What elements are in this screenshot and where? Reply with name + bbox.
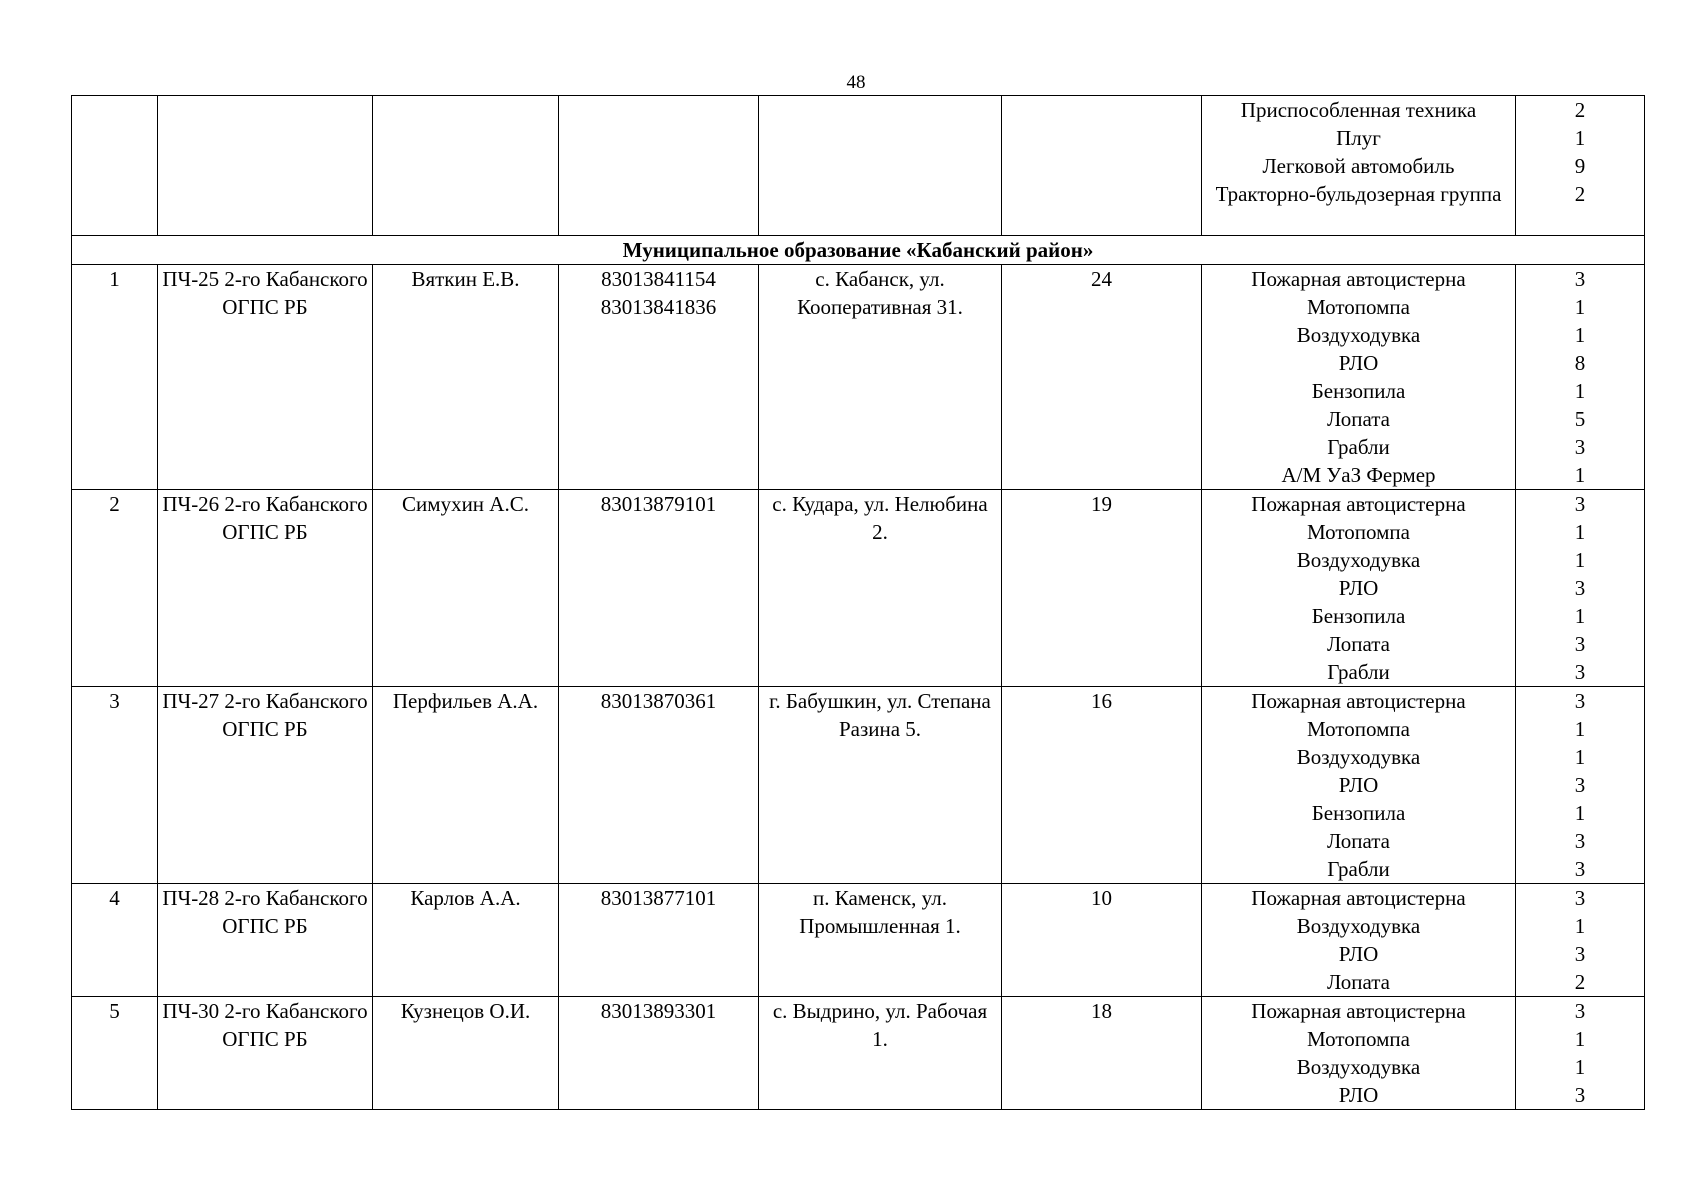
equipment-name: Пожарная автоцистерна: [1251, 999, 1466, 1023]
row-number: 4: [109, 886, 120, 910]
equipment-cell: [1202, 884, 1516, 997]
qty-cell: [1516, 265, 1645, 490]
phone-cell: [559, 687, 759, 884]
equipment-name: Пожарная автоцистерна: [1251, 267, 1466, 291]
equipment-qty: 1: [1574, 717, 1586, 741]
equipment-qty: 3: [1574, 435, 1586, 459]
unit-name: ПЧ-26 2-го Кабанского ОГПС РБ: [162, 492, 368, 544]
equipment-cell: [1202, 490, 1516, 687]
unit-cell: [158, 997, 373, 1110]
address: п. Каменск, ул. Промышленная 1.: [799, 886, 961, 938]
qty-cell: [1516, 687, 1645, 884]
equipment-qty: 1: [1574, 295, 1586, 319]
table-row: [72, 687, 1645, 884]
table-row: [72, 884, 1645, 997]
address: с. Кудара, ул. Нелюбина 2.: [772, 492, 988, 544]
equipment-name: Лопата: [1327, 632, 1390, 656]
phone-cell: [559, 265, 759, 490]
num-cell: [72, 265, 158, 490]
head-name: Перфильев А.А.: [392, 689, 539, 713]
row-number: 3: [109, 689, 120, 713]
unit-cell: [158, 884, 373, 997]
table-row: [72, 997, 1645, 1110]
table-row: [72, 265, 1645, 490]
qty-cell: [1516, 96, 1645, 236]
head-cell: [373, 490, 559, 687]
staff-cell: [1002, 687, 1202, 884]
equipment-qty: 1: [1574, 801, 1586, 825]
equipment-name: Легковой автомобиль: [1262, 154, 1455, 178]
equipment-name: РЛО: [1338, 773, 1379, 797]
equipment-qty: 2: [1574, 970, 1586, 994]
equipment-name: РЛО: [1338, 576, 1379, 600]
head-name: Вяткин Е.В.: [411, 267, 520, 291]
num-cell: [72, 997, 158, 1110]
unit-name: ПЧ-25 2-го Кабанского ОГПС РБ: [162, 267, 368, 319]
phone-number: 83013877101: [600, 886, 717, 910]
qty-cell: [1516, 884, 1645, 997]
equipment-cell: [1202, 997, 1516, 1110]
equipment-qty: 3: [1574, 632, 1586, 656]
address: с. Выдрино, ул. Рабочая 1.: [772, 999, 988, 1051]
address-cell: [759, 687, 1002, 884]
address-cell: [759, 96, 1002, 236]
head-name: Карлов А.А.: [410, 886, 521, 910]
unit-name: ПЧ-30 2-го Кабанского ОГПС РБ: [162, 999, 368, 1051]
phone-number: 83013841154: [601, 267, 716, 291]
equipment-cell: [1202, 265, 1516, 490]
unit-cell: [158, 687, 373, 884]
equipment-name: Грабли: [1327, 435, 1390, 459]
staff-count: 18: [1091, 999, 1112, 1023]
address-cell: [759, 490, 1002, 687]
equipment-name: А/М УаЗ Фермер: [1281, 463, 1436, 487]
equipment-name: Мотопомпа: [1307, 1027, 1410, 1051]
equipment-qty: 3: [1574, 886, 1586, 910]
phone-cell: [559, 884, 759, 997]
phone-number: 83013841836: [600, 295, 717, 319]
equipment-qty: 3: [1574, 492, 1586, 516]
equipment-qty: 1: [1574, 914, 1586, 938]
staff-count: 10: [1091, 886, 1112, 910]
equipment-qty: 3: [1574, 576, 1586, 600]
equipment-qty: 9: [1574, 154, 1586, 178]
head-cell: [373, 884, 559, 997]
equipment-name: Лопата: [1327, 829, 1390, 853]
staff-cell: [1002, 96, 1202, 236]
phone-number: 83013893301: [600, 999, 717, 1023]
equipment-qty: 1: [1574, 745, 1586, 769]
equipment-name: Тракторно-бульдозерная группа: [1215, 182, 1502, 206]
equipment-qty: 8: [1574, 351, 1586, 375]
equipment-qty: 1: [1574, 604, 1586, 628]
address-cell: [759, 884, 1002, 997]
equipment-name: Мотопомпа: [1307, 520, 1410, 544]
staff-cell: [1002, 997, 1202, 1110]
equipment-qty: 3: [1574, 1083, 1586, 1107]
table-row: [72, 490, 1645, 687]
equipment-cell: [1202, 687, 1516, 884]
equipment-name: Воздуходувка: [1296, 745, 1421, 769]
equipment-name: Воздуходувка: [1296, 323, 1421, 347]
equipment-qty: 1: [1574, 126, 1586, 150]
row-number: 2: [109, 492, 120, 516]
equipment-name: Воздуходувка: [1296, 914, 1421, 938]
equipment-name: Мотопомпа: [1307, 717, 1410, 741]
equipment-cell: [1202, 96, 1516, 236]
head-cell: [373, 997, 559, 1110]
head-cell: [373, 687, 559, 884]
section-row: [72, 236, 1645, 265]
address-cell: [759, 265, 1002, 490]
unit-cell: [158, 265, 373, 490]
equipment-qty: 1: [1574, 463, 1586, 487]
equipment-name: Грабли: [1327, 660, 1390, 684]
equipment-qty: 1: [1574, 323, 1586, 347]
fire-units-table: [71, 95, 1645, 1110]
equipment-name: Бензопила: [1311, 604, 1406, 628]
equipment-qty: 1: [1574, 548, 1586, 572]
num-cell: [72, 884, 158, 997]
staff-cell: [1002, 490, 1202, 687]
page-number: 48: [846, 72, 866, 93]
phone-cell: [559, 997, 759, 1110]
equipment-name: Грабли: [1327, 857, 1390, 881]
equipment-qty: 2: [1574, 182, 1586, 206]
equipment-qty: 3: [1574, 942, 1586, 966]
address: г. Бабушкин, ул. Степана Разина 5.: [769, 689, 991, 741]
equipment-name: Приспособленная техника: [1240, 98, 1477, 122]
equipment-qty: 1: [1574, 379, 1586, 403]
staff-cell: [1002, 884, 1202, 997]
equipment-name: Мотопомпа: [1307, 295, 1410, 319]
equipment-qty: 1: [1574, 1055, 1586, 1079]
equipment-name: РЛО: [1338, 1083, 1379, 1107]
staff-count: 16: [1091, 689, 1112, 713]
row-number: 5: [109, 999, 120, 1023]
head-cell: [373, 265, 559, 490]
equipment-qty: 3: [1574, 773, 1586, 797]
num-cell: [72, 687, 158, 884]
equipment-qty: 1: [1574, 520, 1586, 544]
equipment-qty: 1: [1574, 1027, 1586, 1051]
equipment-name: Бензопила: [1311, 801, 1406, 825]
equipment-name: РЛО: [1338, 351, 1379, 375]
head-cell: [373, 96, 559, 236]
unit-name: ПЧ-28 2-го Кабанского ОГПС РБ: [162, 886, 368, 938]
phone-number: 83013870361: [600, 689, 717, 713]
equipment-qty: 3: [1574, 689, 1586, 713]
table-body: [72, 96, 1645, 1110]
equipment-name: Пожарная автоцистерна: [1251, 492, 1466, 516]
num-cell: [72, 96, 158, 236]
equipment-name: Пожарная автоцистерна: [1251, 689, 1466, 713]
equipment-name: РЛО: [1338, 942, 1379, 966]
head-name: Симухин А.С.: [402, 492, 529, 516]
qty-cell: [1516, 490, 1645, 687]
address-cell: [759, 997, 1002, 1110]
unit-cell: [158, 96, 373, 236]
equipment-name: Плуг: [1336, 126, 1381, 150]
phone-cell: [559, 96, 759, 236]
equipment-name: Лопата: [1327, 970, 1390, 994]
equipment-qty: 3: [1574, 999, 1586, 1023]
head-name: Кузнецов О.И.: [400, 999, 531, 1023]
phone-cell: [559, 490, 759, 687]
row-number: 1: [109, 267, 120, 291]
staff-count: 24: [1091, 267, 1112, 291]
continuation-row: [72, 96, 1645, 236]
unit-name: ПЧ-27 2-го Кабанского ОГПС РБ: [162, 689, 368, 741]
equipment-qty: 5: [1574, 407, 1586, 431]
equipment-name: Воздуходувка: [1296, 548, 1421, 572]
equipment-qty: 3: [1574, 660, 1586, 684]
equipment-qty: 3: [1574, 829, 1586, 853]
equipment-name: Пожарная автоцистерна: [1251, 886, 1466, 910]
equipment-qty: 3: [1574, 267, 1586, 291]
qty-cell: [1516, 997, 1645, 1110]
num-cell: [72, 490, 158, 687]
equipment-name: Воздуходувка: [1296, 1055, 1421, 1079]
address: с. Кабанск, ул. Кооперативная 31.: [797, 267, 963, 319]
staff-count: 19: [1091, 492, 1112, 516]
equipment-qty: 3: [1574, 857, 1586, 881]
phone-number: 83013879101: [600, 492, 717, 516]
unit-cell: [158, 490, 373, 687]
equipment-name: Лопата: [1327, 407, 1390, 431]
staff-cell: [1002, 265, 1202, 490]
equipment-qty: 2: [1574, 98, 1586, 122]
section-title: Муниципальное образование «Кабанский район»: [72, 236, 1645, 265]
equipment-name: Бензопила: [1311, 379, 1406, 403]
